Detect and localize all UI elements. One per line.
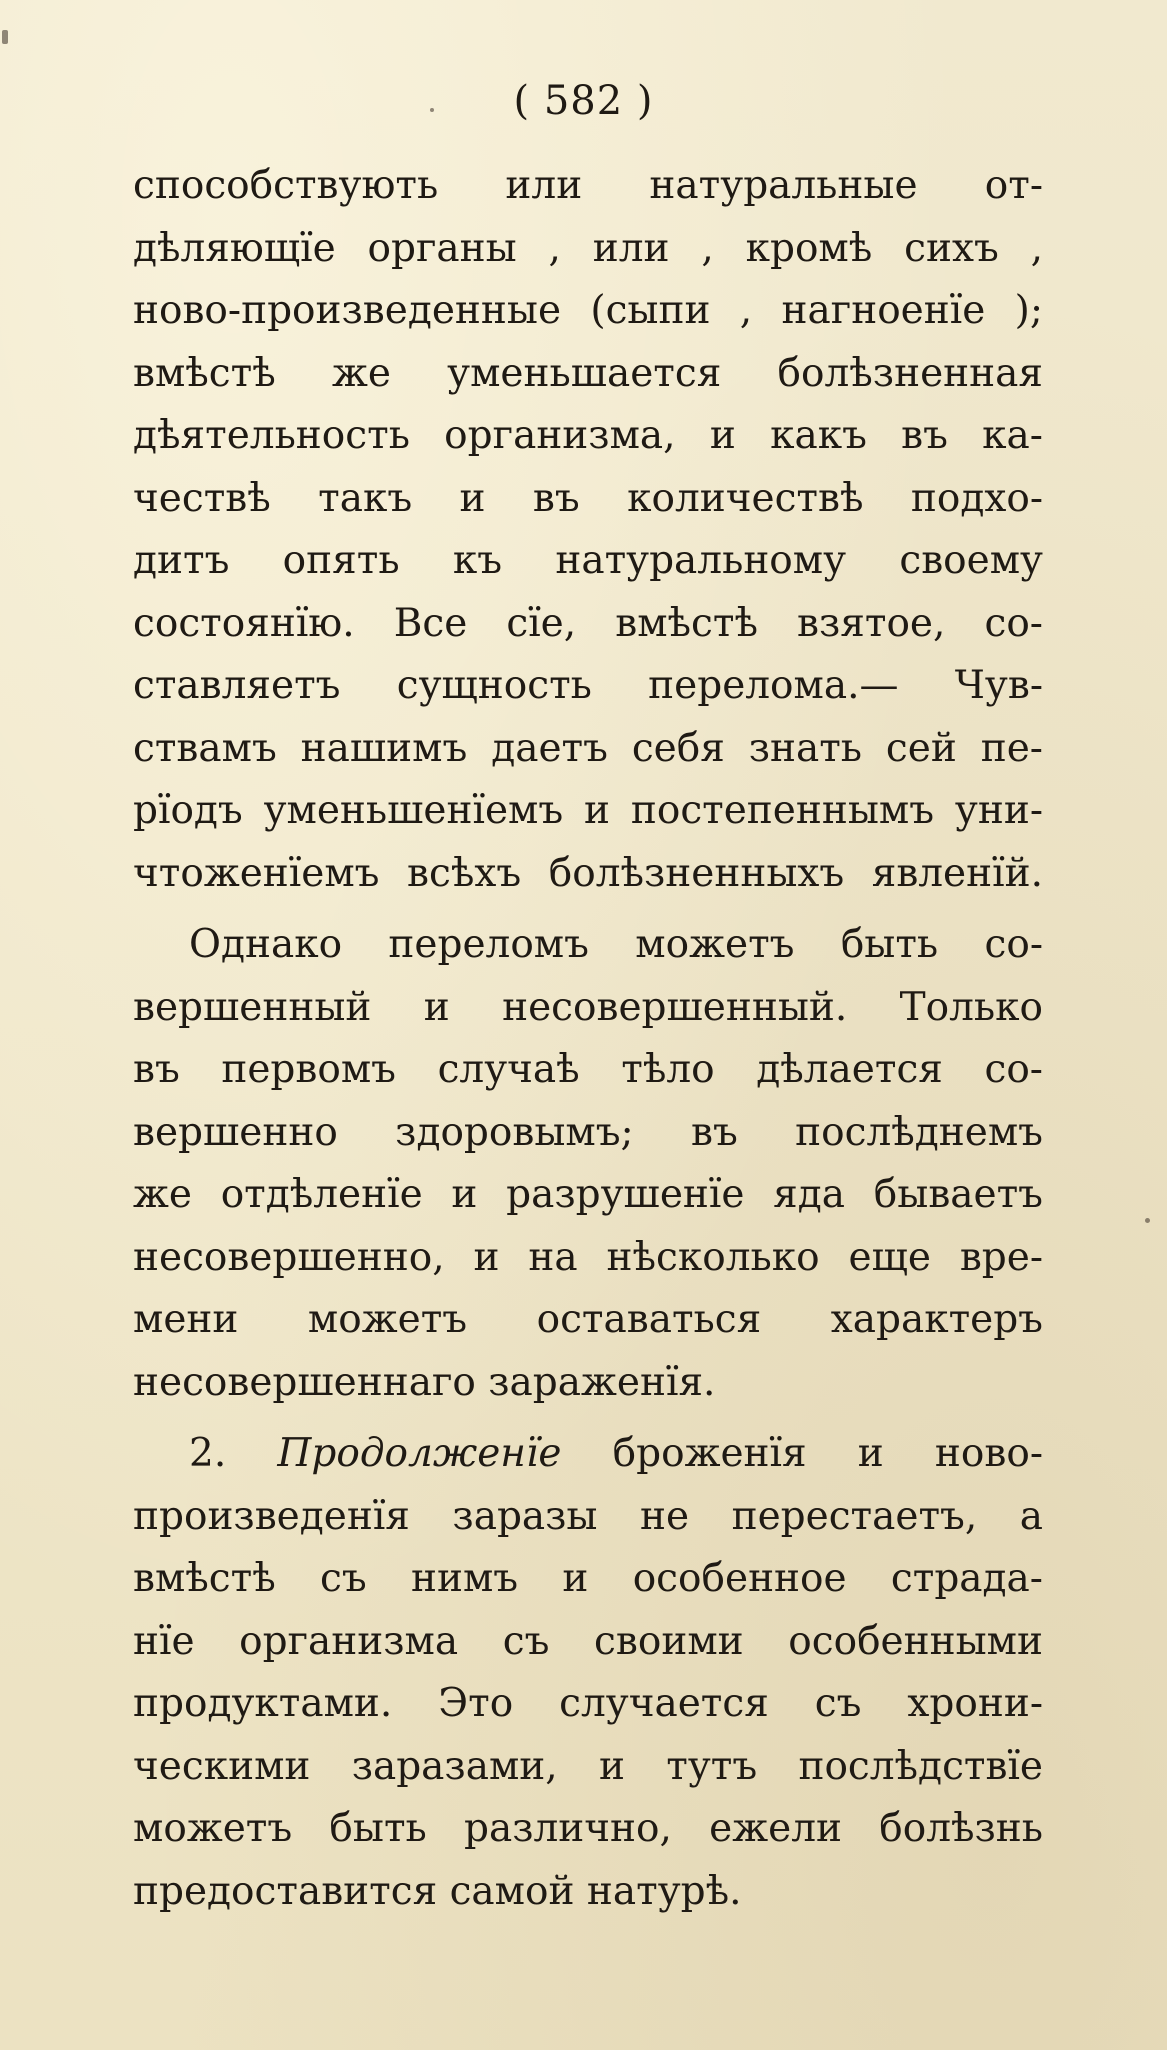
- text-line: чтоженїемъ всѣхъ болѣзненныхъ явленїй.: [133, 850, 1043, 896]
- text-line: ствамъ нашимъ даетъ себя знать сей пе-: [133, 725, 1043, 771]
- text-line: дѣляющїе органы , или , кромѣ сихъ ,: [133, 225, 1043, 271]
- text-line: дитъ опять къ натуральному своему: [133, 538, 1043, 583]
- text-line: [133, 1423, 1043, 1486]
- text-line: произведенїя заразы не перестаетъ, а: [133, 1493, 1043, 1539]
- ink-speck: [430, 108, 434, 112]
- text-line: вмѣстѣ съ нимъ и особенное страда-: [133, 1556, 1043, 1601]
- ink-speck: [1145, 1218, 1150, 1223]
- text-line: предоставится самой натурѣ.: [133, 1868, 742, 1914]
- page-number: ( 582 ): [513, 78, 654, 124]
- text-line: состоянїю. Все сїе, вмѣстѣ взятое, со-: [133, 600, 1043, 646]
- text-line: Однако переломъ можетъ быть со-: [189, 922, 1043, 967]
- text-line: дѣятельность организма, и какъ въ ка-: [133, 413, 1043, 458]
- emphasized-term: Продолженїе: [277, 1431, 562, 1476]
- text-line: ческими заразами, и тутъ послѣдствїе: [133, 1743, 1043, 1789]
- text-fragment: броженїя и ново-: [612, 1431, 1043, 1476]
- list-number: 2.: [189, 1431, 227, 1476]
- text-line: нїе организма съ своими особенными: [133, 1618, 1043, 1664]
- text-line: продуктами. Это случается съ хрони-: [133, 1681, 1043, 1726]
- text-line: ставляетъ сущность перелома.— Чув-: [133, 663, 1043, 708]
- text-line: вершенный и несовершенный. Только: [133, 984, 1043, 1030]
- text-line: способствують или натуральные от-: [133, 163, 1043, 208]
- text-line: же отдѣленїе и разрушенїе яда бываетъ: [133, 1172, 1043, 1217]
- text-line: въ первомъ случаѣ тѣло дѣлается со-: [133, 1047, 1043, 1092]
- text-line: можетъ быть различно, ежели болѣзнь: [133, 1806, 1043, 1851]
- text-line: ново-произведенные (сыпи , нагноенїе );: [133, 288, 1043, 333]
- text-line: несовершенно, и на нѣсколько еще вре-: [133, 1234, 1043, 1280]
- text-line: несовершеннаго зараженїя.: [133, 1359, 716, 1405]
- paragraph-gap: [133, 1414, 1043, 1423]
- paragraph-gap: [133, 905, 1043, 914]
- body-text: [133, 155, 1043, 1923]
- ink-speck: [2, 30, 8, 44]
- text-line: вершенно здоровымъ; въ послѣднемъ: [133, 1109, 1043, 1155]
- text-line: чествѣ такъ и въ количествѣ подхо-: [133, 475, 1043, 521]
- text-line: вмѣстѣ же уменьшается болѣзненная: [133, 350, 1043, 396]
- text-line: мени можетъ оставаться характеръ: [133, 1297, 1043, 1342]
- text-line: рїодъ уменьшенїемъ и постепеннымъ уни-: [133, 788, 1043, 833]
